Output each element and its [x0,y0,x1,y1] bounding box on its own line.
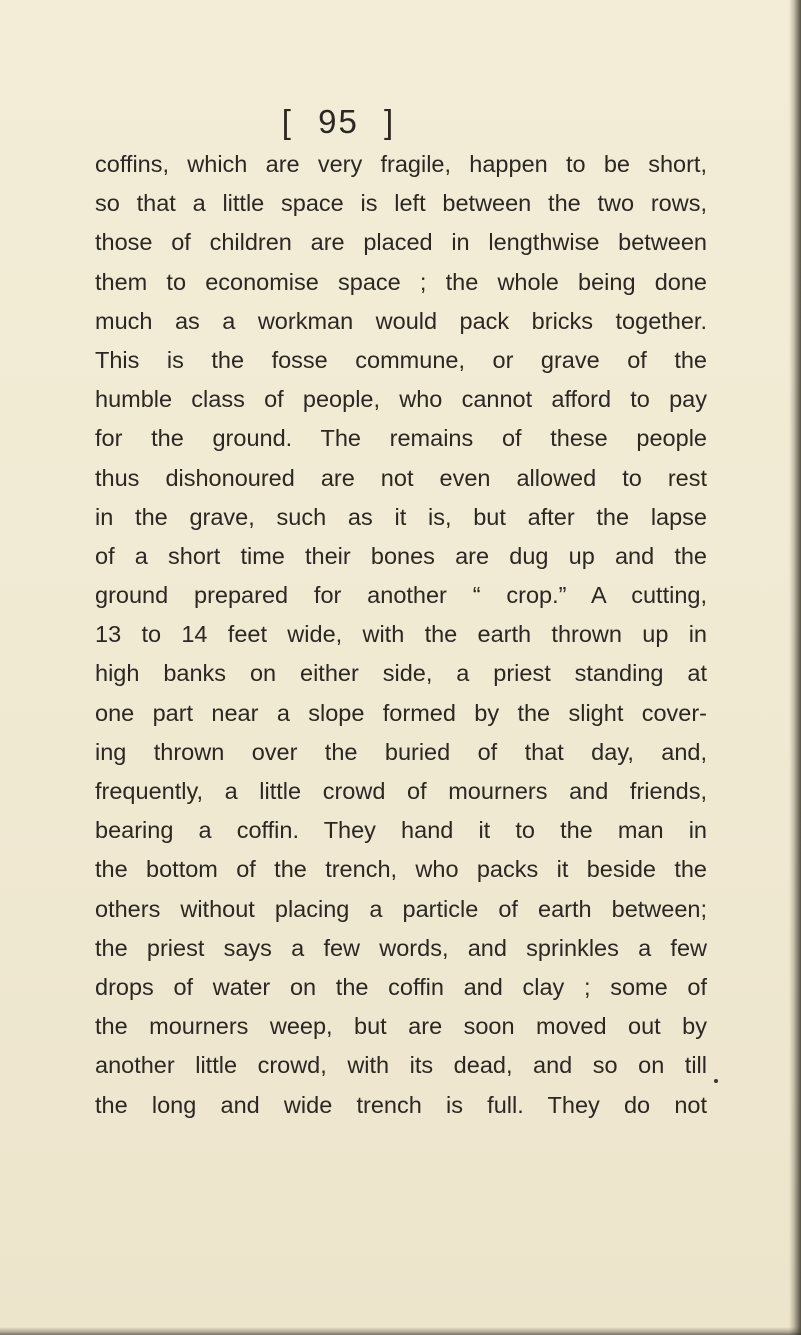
paper-speck [714,1079,718,1083]
text-line: drops of water on the coffin and clay ; some of [95,973,707,1000]
text-line: the long and wide trench is full. They do not [95,1091,707,1118]
text-line: frequently, a little crowd of mourners and friends, [95,778,707,804]
text-line: much as a workman would pack bricks together. [95,307,707,334]
body-text [95,145,707,1125]
text-line: 13 to 14 feet wide, with the earth thrown up in [95,621,707,648]
text-line: those of children are placed in lengthwise between [95,229,707,256]
text-line: them to economise space ; the whole being done [95,268,707,295]
text-line: thus dishonoured are not even allowed to rest [95,464,707,491]
text-line: one part near a slope formed by the slight cover- [95,699,707,726]
page-bottom-shadow [0,1327,801,1335]
text-line: the bottom of the trench, who packs it beside the [95,856,707,883]
page-number: [ 95 ] [281,103,396,140]
text-line: bearing a coffin. They hand it to the man in [95,817,707,844]
text-line: so that a little space is left between the two rows, [95,190,707,217]
text-line: ground prepared for another “ crop.” A cutting, [95,582,707,609]
text-line: the priest says a few words, and sprinkles a few [95,934,707,961]
page-edge-shadow [789,0,801,1335]
text-line: for the ground. The remains of these people [95,425,707,452]
text-line: another little crowd, with its dead, and so on till [95,1052,707,1079]
text-line: This is the fosse commune, or grave of the [95,346,707,373]
text-line: others without placing a particle of earth between; [95,895,707,922]
text-line: ing thrown over the buried of that day, and, [95,738,707,765]
text-line: humble class of people, who cannot afford to pay [95,386,707,413]
text-line: high banks on either side, a priest standing at [95,660,707,687]
text-line: coffins, which are very fragile, happen to be short, [95,151,707,177]
text-line: in the grave, such as it is, but after the lapse [95,503,707,530]
text-line: of a short time their bones are dug up and the [95,542,707,569]
page-header [0,103,801,141]
text-line: the mourners weep, but are soon moved out by [95,1013,707,1040]
